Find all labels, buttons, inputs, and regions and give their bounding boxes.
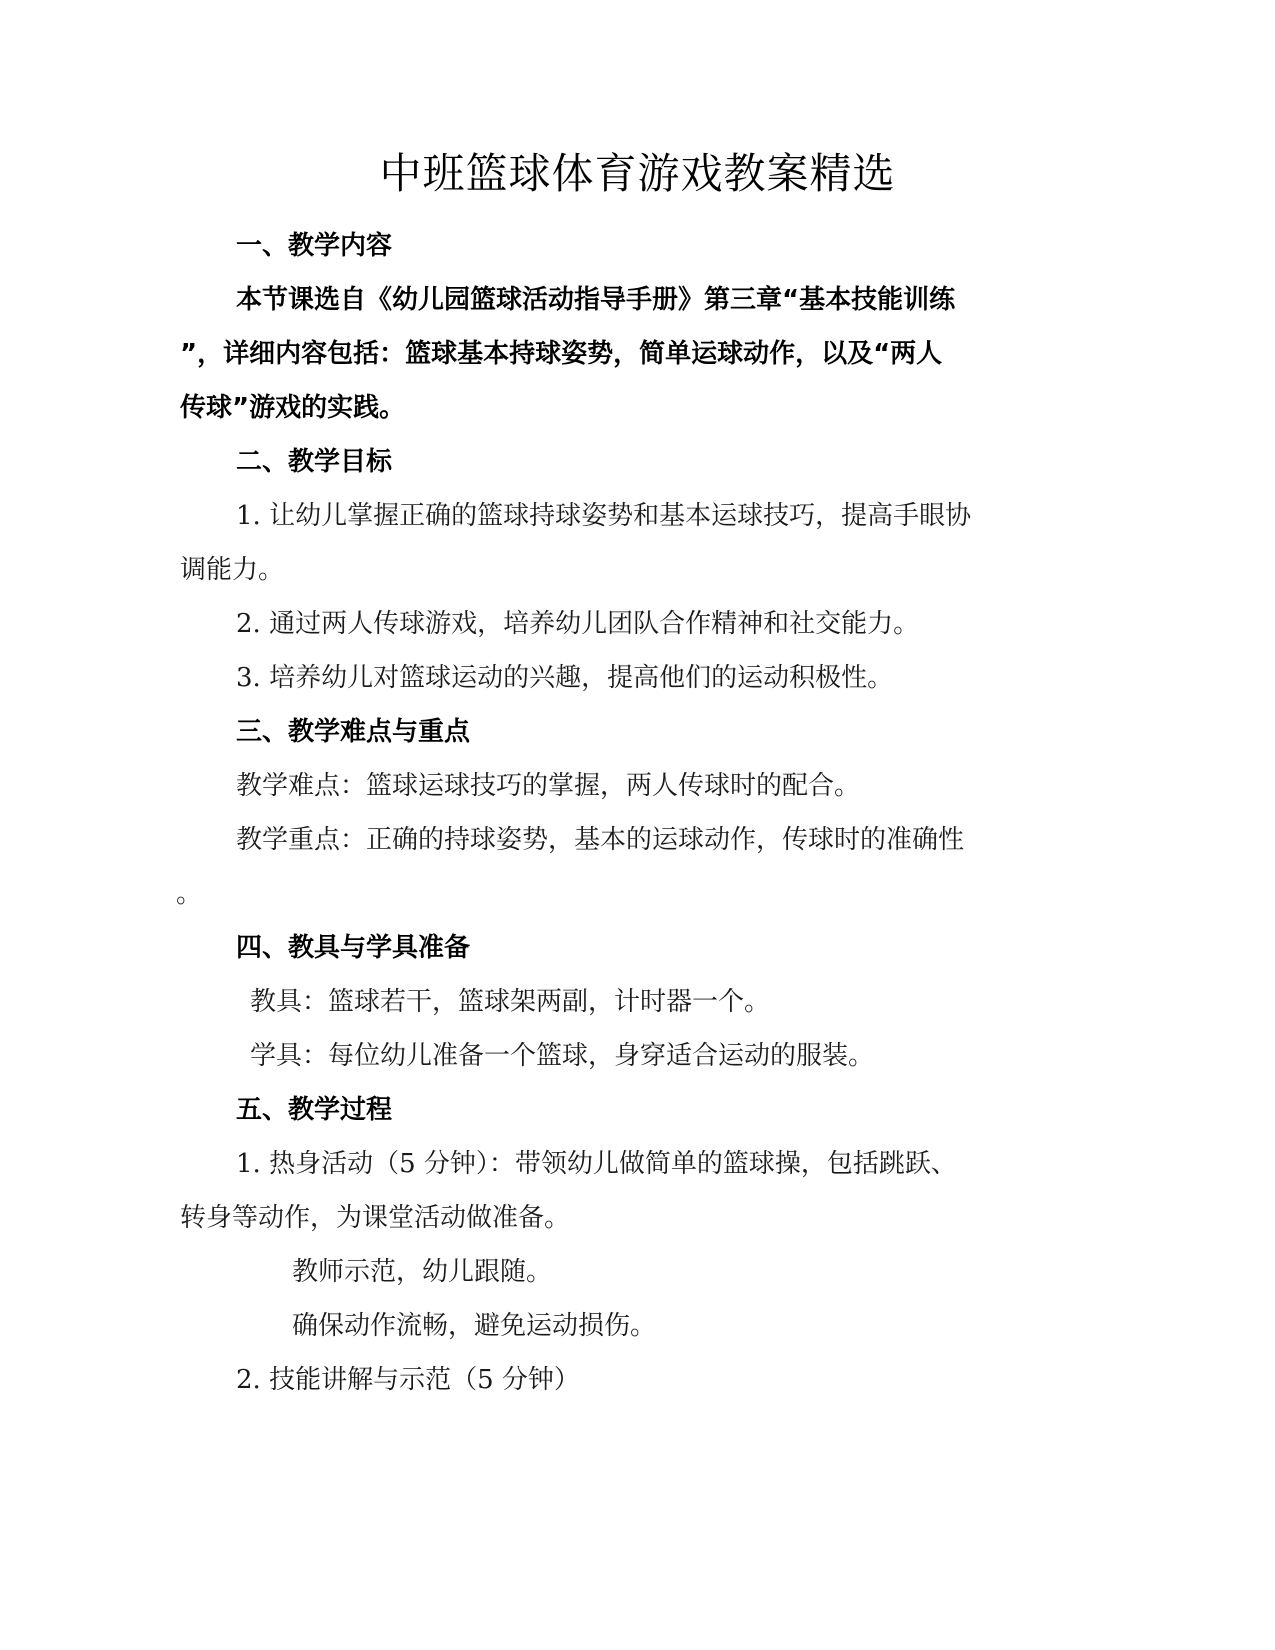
section-heading-teaching-goals: 二、教学目标 <box>236 447 393 477</box>
paragraph-line: 。 <box>176 879 203 909</box>
list-item-line: 转身等动作，为课堂活动做准备。 <box>180 1203 571 1233</box>
paragraph-line: 教具：篮球若干，篮球架两副，计时器一个。 <box>250 987 771 1017</box>
paragraph-line: 教学重点：正确的持球姿势，基本的运球动作，传球时的准确性 <box>236 825 965 855</box>
section-heading-teaching-process: 五、教学过程 <box>236 1095 393 1125</box>
paragraph-line: 传球”游戏的实践。 <box>180 393 406 423</box>
sub-item-line: 确保动作流畅，避免运动损伤。 <box>292 1311 657 1341</box>
list-item-line: 1. 热身活动（5 分钟）：带领幼儿做简单的篮球操，包括跳跃、 <box>236 1149 957 1179</box>
section-heading-difficulties-focus: 三、教学难点与重点 <box>236 717 471 747</box>
list-item-line: 2. 技能讲解与示范（5 分钟） <box>236 1365 580 1395</box>
paragraph-line: 学具：每位幼儿准备一个篮球，身穿适合运动的服装。 <box>250 1041 875 1071</box>
paragraph-line: 教学难点：篮球运球技巧的掌握，两人传球时的配合。 <box>236 771 861 801</box>
list-item-line: 3. 培养幼儿对篮球运动的兴趣，提高他们的运动积极性。 <box>236 663 894 693</box>
list-item-line: 调能力。 <box>180 555 285 585</box>
paragraph-line: 本节课选自《幼儿园篮球活动指导手册》第三章“基本技能训练 <box>236 285 956 315</box>
section-heading-teaching-content: 一、教学内容 <box>236 231 393 261</box>
document-title: 中班篮球体育游戏教案精选 <box>379 149 896 198</box>
list-item-line: 1. 让幼儿掌握正确的篮球持球姿势和基本运球技巧，提高手眼协 <box>236 501 972 531</box>
section-heading-materials: 四、教具与学具准备 <box>236 933 471 963</box>
paragraph-line: ”，详细内容包括：篮球基本持球姿势，简单运球动作，以及“两人 <box>180 339 943 369</box>
sub-item-line: 教师示范，幼儿跟随。 <box>292 1257 553 1287</box>
list-item-line: 2. 通过两人传球游戏，培养幼儿团队合作精神和社交能力。 <box>236 609 920 639</box>
